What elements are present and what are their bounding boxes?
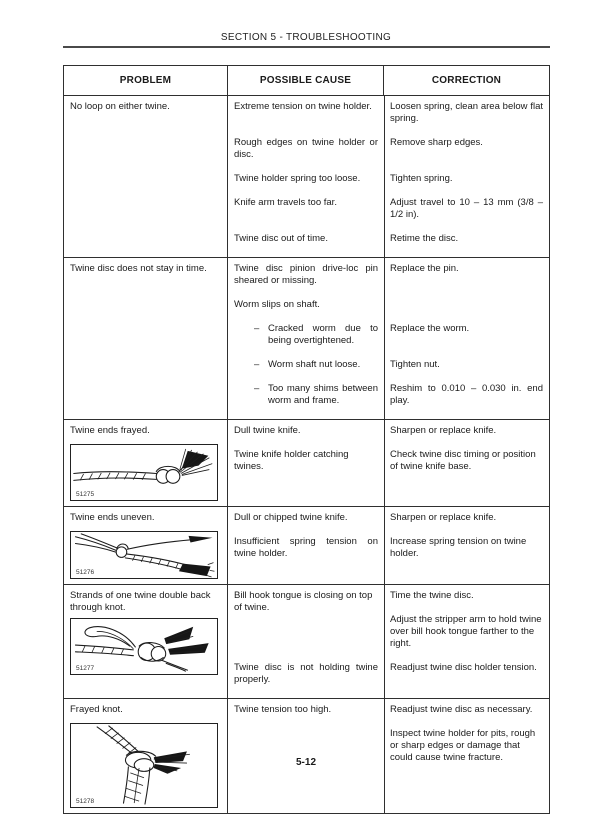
correction-cell [384, 425, 549, 449]
problem-cell [64, 96, 228, 257]
cause-correction-pairs [228, 420, 549, 506]
correction-cell [384, 101, 549, 137]
cause-cell [228, 383, 384, 419]
correction-cell [384, 449, 549, 485]
bullet-dash: – [254, 323, 260, 334]
knot-figure-uneven-ends [70, 531, 218, 579]
cause-correction-pairs [228, 258, 549, 419]
knot-figure-doubled-strands [70, 618, 218, 675]
cause-text: Cracked worm due to being overtightened. [268, 323, 378, 346]
cause-cell [228, 137, 384, 173]
correction-text: Adjust the stripper arm to hold twine over bill hook tongue farther to the right. [390, 614, 542, 649]
figure-label: 51277 [76, 665, 95, 672]
page-number: 5-12 [295, 757, 316, 768]
correction-text: Retime the disc. [390, 233, 459, 244]
cause-bullet-item [234, 383, 378, 407]
correction-text: Reshim to 0.010 – 0.030 in. end play. [390, 383, 543, 406]
column-header-possible-cause: POSSIBLE CAUSE [228, 66, 384, 95]
correction-text: Remove sharp edges. [390, 137, 483, 148]
correction-text: Increase spring tension on twine holder. [390, 536, 527, 559]
correction-cell [384, 590, 549, 662]
cause-text: Extreme tension on twine holder. [234, 101, 372, 112]
table-row [64, 419, 549, 506]
knot-figure-frayed-ends [70, 444, 218, 501]
correction-cell [384, 359, 549, 383]
cause-bullet-item [234, 359, 378, 371]
problem-cell [64, 420, 228, 506]
correction-cell [384, 323, 549, 359]
correction-text: Readjust twine disc as necessary. [390, 704, 533, 715]
correction-cell [384, 512, 549, 536]
correction-text: Inspect twine holder for pits, rough or sharp edges or damage that could cause twine fracture. [390, 728, 536, 763]
bullet-dash: – [254, 359, 260, 370]
table-header-row [64, 66, 549, 96]
cause-cell [228, 359, 384, 383]
figure-label: 51276 [76, 569, 95, 576]
correction-cell [384, 536, 549, 572]
cause-cell [228, 263, 384, 299]
column-header-correction: CORRECTION [431, 74, 502, 86]
correction-text: Adjust travel to 10 – 13 mm (3/8 – 1/2 in). [390, 197, 543, 220]
cause-text: Rough edges on twine holder or disc. [234, 137, 378, 160]
correction-cell [384, 383, 549, 419]
cause-text: Too many shims between worm and frame. [268, 383, 378, 406]
cause-text: Twine disc is not holding twine properly. [234, 662, 378, 685]
cause-cell [228, 449, 384, 485]
cause-text: Insufficient spring tension on twine holder. [234, 536, 378, 559]
troubleshooting-table [63, 65, 550, 814]
cause-bullet-item [234, 323, 378, 347]
correction-text: Readjust twine disc holder tension. [390, 662, 537, 673]
problem-cell [64, 507, 228, 584]
table-row [64, 257, 549, 419]
correction-text: Replace the pin. [390, 263, 459, 274]
bullet-dash: – [254, 383, 260, 394]
correction-cell [384, 233, 549, 257]
problem-text: Strands of one twine double back through knot. [70, 590, 211, 613]
cause-text: Twine knife holder catching twines. [234, 449, 349, 472]
cause-cell [228, 536, 384, 572]
cause-text: Worm shaft nut loose. [268, 359, 361, 370]
cause-correction-pairs [228, 585, 549, 698]
problem-cell [64, 258, 228, 419]
correction-text: Time the twine disc. [390, 590, 474, 601]
title-rule [63, 46, 550, 48]
cause-cell [228, 323, 384, 359]
section-title: SECTION 5 - TROUBLESHOOTING [220, 32, 392, 43]
correction-text: Replace the worm. [390, 323, 470, 334]
cause-text: Twine tension too high. [234, 704, 332, 715]
problem-text: Twine ends uneven. [70, 512, 155, 523]
cause-text: Twine disc out of time. [234, 233, 328, 244]
correction-cell [384, 173, 549, 197]
table-row [64, 96, 549, 257]
table-row [64, 506, 549, 584]
cause-text: Bill hook tongue is closing on top of twine. [234, 590, 373, 613]
problem-cell [64, 699, 228, 813]
correction-cell [384, 299, 549, 323]
cause-cell [228, 101, 384, 137]
correction-text: Tighten nut. [390, 359, 440, 370]
problem-cell [64, 585, 228, 698]
cause-cell [228, 299, 384, 323]
problem-text: Twine disc does not stay in time. [70, 263, 207, 274]
cause-cell [228, 233, 384, 257]
cause-text: Twine holder spring too loose. [234, 173, 361, 184]
problem-text: Frayed knot. [70, 704, 123, 715]
cause-text: Twine disc pinion drive-loc pin sheared or missing. [234, 263, 378, 286]
figure-label: 51275 [76, 491, 95, 498]
correction-text: Tighten spring. [390, 173, 453, 184]
cause-cell [228, 425, 384, 449]
correction-cell [384, 263, 549, 299]
correction-text: Sharpen or replace knife. [390, 512, 497, 523]
cause-cell [228, 662, 384, 698]
correction-text: Sharpen or replace knife. [390, 425, 497, 436]
table-row [64, 698, 549, 813]
cause-correction-pairs [228, 699, 549, 813]
correction-cell [384, 137, 549, 173]
correction-cell [384, 197, 549, 233]
problem-text: Twine ends frayed. [70, 425, 150, 436]
column-header-problem: PROBLEM [64, 66, 228, 95]
problem-text: No loop on either twine. [70, 101, 170, 112]
correction-cell [384, 662, 549, 698]
cause-cell [228, 512, 384, 536]
cause-correction-pairs [228, 507, 549, 584]
cause-cell [228, 173, 384, 197]
figure-label: 51278 [76, 798, 95, 805]
cause-cell [228, 197, 384, 233]
cause-text: Dull or chipped twine knife. [234, 512, 348, 523]
table-row [64, 584, 549, 698]
correction-text: Check twine disc timing or position of twine knife base. [390, 449, 536, 472]
correction-text: Loosen spring, clean area below flat spring. [390, 101, 543, 124]
cause-text: Worm slips on shaft. [234, 299, 320, 310]
cause-text: Dull twine knife. [234, 425, 301, 436]
cause-cell [228, 590, 384, 662]
cause-correction-pairs [228, 96, 549, 257]
cause-text: Knife arm travels too far. [234, 197, 337, 208]
